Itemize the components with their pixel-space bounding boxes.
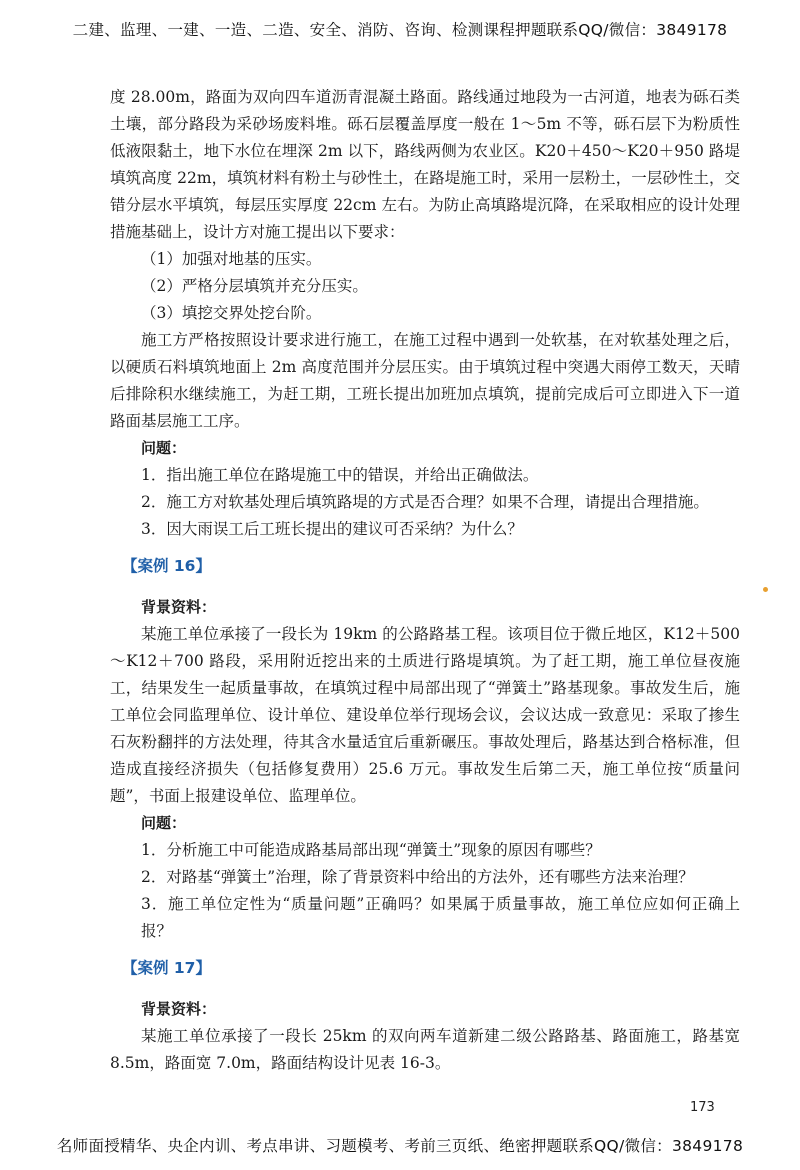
header-banner: 二建、监理、一建、一造、二造、安全、消防、咨询、检测课程押题联系QQ/微信：3849178 [72,21,728,39]
case15-questions-heading: 问题： [141,439,187,457]
case15-question: 1．指出施工单位在路堤施工中的错误，并给出正确做法。 [141,466,539,484]
page-number: 173 [690,1100,715,1115]
case15-paragraph-1: 度 28.00m，路面为双向四车道沥青混凝土路面。路线通过地段为一古河道，地表为砾石类土壤，部分路段为采砂场废料堆。砾石层覆盖厚度一般在 1～5m 不等，砾石层下为粉质性低液限黏土，地下水位在埋深 2m 以下，路线两侧为农业区。K20＋450～K20＋950 路堤填筑高度 22m，填筑材料有粉土与砂性土，在路堤施工时，采用一层粉土，一层砂性土，交错分层水平填筑，每层压实厚度 22cm 左右。为防止高填路堤沉降，在采取相应的设计处理措施基础上，设计方对施工提出以下要求： [110,88,740,241]
case17-paragraph: 某施工单位承接了一段长 25km 的双向两车道新建二级公路路基、路面施工，路基宽 8.5m，路面宽 7.0m，路面结构设计见表 16-3。 [110,1027,740,1072]
requirement-item: （2）严格分层填筑并充分压实。 [141,277,368,295]
case16-question: 2．对路基“弹簧土”治理，除了背景资料中给出的方法外，还有哪些方法来治理？ [141,868,694,886]
case16-question: 3．施工单位定性为“质量问题”正确吗？如果属于质量事故，施工单位应如何正确上报？ [141,895,740,940]
case15-question: 2．施工方对软基处理后填筑路堤的方式是否合理？如果不合理，请提出合理措施。 [141,493,709,511]
footer-banner: 名师面授精华、央企内训、考点串讲、习题模考、考前三页纸、绝密押题联系QQ/微信：3849178 [56,1137,744,1155]
case16-question: 1．分析施工中可能造成路基局部出现“弹簧土”现象的原因有哪些？ [141,841,601,859]
case17-title: 【案例 17】 [122,959,211,977]
case16-background-heading: 背景资料： [141,598,217,616]
case15-question: 3．因大雨误工后工班长提出的建议可否采纳？为什么？ [141,520,523,538]
case16-paragraph: 某施工单位承接了一段长为 19km 的公路路基工程。该项目位于微丘地区，K12＋500～K12＋700 路段，采用附近挖出来的土质进行路堤填筑。为了赶工期，施工单位昼夜施工，结果发生一起质量事故，在填筑过程中局部出现了“弹簧土”路基现象。事故发生后，施工单位会同监理单位、设计单位、建设单位举行现场会议，会议达成一致意见：采取了掺生石灰粉翻拌的方法处理，待其含水量适宜后重新碾压。事故处理后，路基达到合格标准，但造成直接经济损失（包括修复费用）25.6 万元。事故发生后第二天，施工单位按“质量问题”，书面上报建设单位、监理单位。 [110,625,740,805]
case17-background-heading: 背景资料： [141,1000,217,1018]
orange-dot-mark [763,587,768,592]
case16-title: 【案例 16】 [122,557,211,575]
case15-paragraph-2: 施工方严格按照设计要求进行施工，在施工过程中遇到一处软基，在对软基处理之后，以硬质石料填筑地面上 2m 高度范围并分层压实。由于填筑过程中突遇大雨停工数天，天晴后排除积水继续施工，为赶工期，工班长提出加班加点填筑，提前完成后可立即进入下一道路面基层施工工序。 [110,331,740,430]
requirement-item: （3）填挖交界处挖台阶。 [141,304,322,322]
requirement-item: （1）加强对地基的压实。 [141,250,322,268]
case16-questions-heading: 问题： [141,814,187,832]
page-content [110,84,740,1077]
